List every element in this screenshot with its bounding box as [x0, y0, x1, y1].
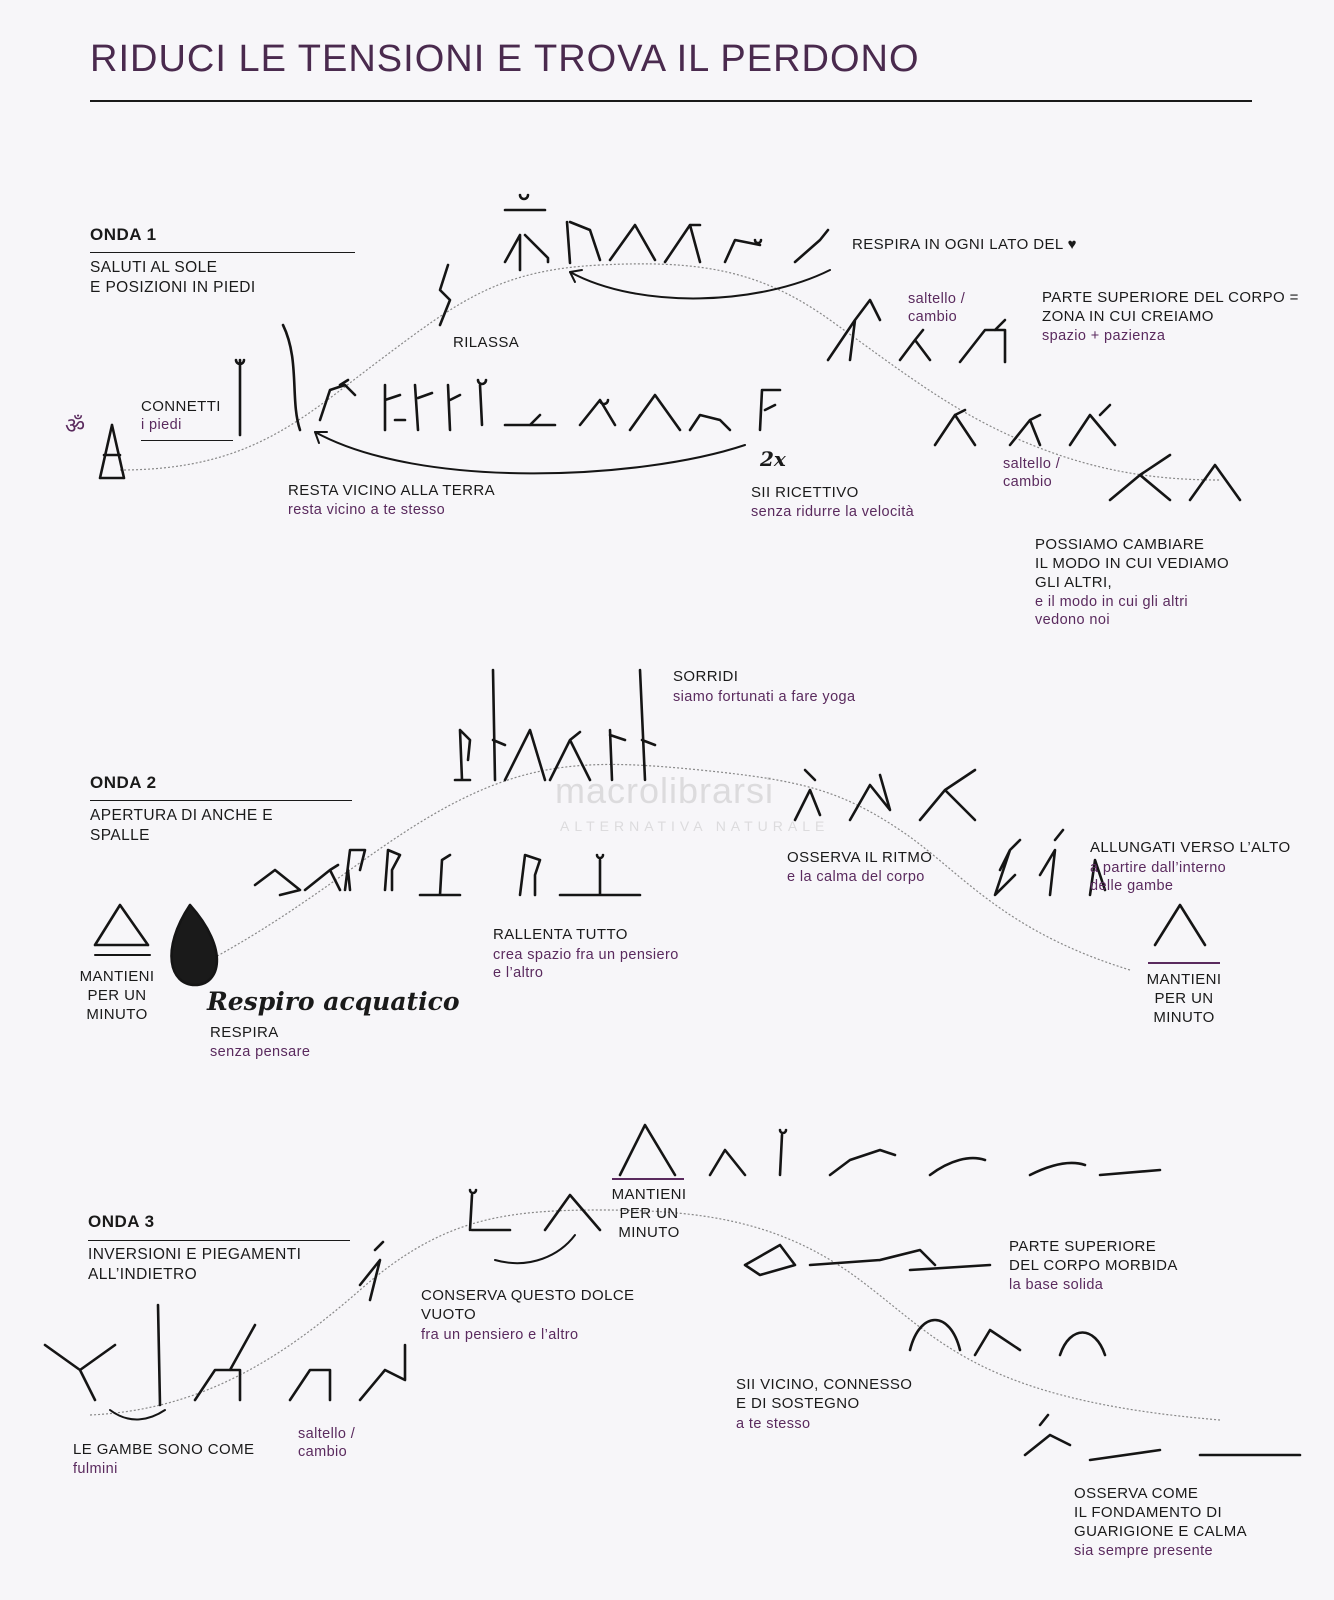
possiamo-line2: IL MODO IN CUI VEDIAMO [1035, 555, 1230, 572]
allungati-caption: ALLUNGATI VERSO L’ALTO [1090, 839, 1291, 856]
page-title: RIDUCI LE TENSIONI E TROVA IL PERDONO [90, 38, 920, 80]
mantieni-left-line1: MANTIENI [79, 968, 155, 985]
osserva-fondamento-caption [1074, 1484, 1247, 1541]
saltello-caption-3 [298, 1425, 355, 1461]
mantieni-right-caption [1138, 970, 1230, 1027]
wave1-subtitle [90, 258, 256, 298]
conserva-caption [421, 1286, 634, 1324]
osserva-fondamento-line2: IL FONDAMENTO DI [1074, 1504, 1223, 1521]
parte-superiore-line1: PARTE SUPERIORE DEL CORPO = [1042, 289, 1299, 306]
allungati-subcaption [1090, 859, 1226, 895]
mantieni-left-line2: PER UN [87, 987, 147, 1004]
rallenta-sub-line1: crea spazio fra un pensiero [493, 947, 679, 963]
rallenta-caption: RALLENTA TUTTO [493, 926, 628, 943]
vicino-line1: SII VICINO, CONNESSO [736, 1376, 913, 1393]
saltello-1-line2: cambio [908, 309, 958, 325]
parte-superiore-morbida-line2: DEL CORPO MORBIDA [1009, 1257, 1178, 1274]
conserva-line2: VUOTO [421, 1306, 477, 1323]
possiamo-subcaption [1035, 593, 1188, 629]
respira-caption: RESPIRA [210, 1024, 279, 1041]
gambe-subcaption: fulmini [73, 1461, 118, 1477]
possiamo-sub-line2: vedono noi [1035, 612, 1110, 628]
sorridi-caption: SORRIDI [673, 668, 739, 685]
saltello-3-line1: saltello / [298, 1426, 356, 1442]
wave3-rule [88, 1240, 350, 1241]
mantieni-wave3-line3: MINUTO [618, 1224, 680, 1241]
wave3-subtitle-line1: INVERSIONI E PIEGAMENTI [88, 1246, 302, 1263]
wave3-name: ONDA 3 [88, 1212, 155, 1231]
ricettivo-subcaption: senza ridurre la velocità [751, 504, 915, 520]
wave3-figures [45, 1125, 1300, 1460]
ricettivo-caption: SII RICETTIVO [751, 484, 859, 501]
wave1-top-arrow [570, 270, 830, 298]
parte-superiore-subcaption: spazio + pazienza [1042, 328, 1166, 344]
connetti-rule [141, 440, 233, 441]
connetti-caption: CONNETTI [141, 398, 221, 415]
wave2-subtitle-line1: APERTURA DI ANCHE E [90, 807, 274, 824]
wave2-rule [90, 800, 352, 801]
saltello-3-line2: cambio [298, 1444, 348, 1460]
mantieni-right-rule [1148, 962, 1220, 964]
mantieni-left-caption [72, 967, 162, 1024]
saltello-caption-2 [1003, 455, 1060, 491]
vicino-caption [736, 1375, 912, 1413]
conserva-subcaption: fra un pensiero e l’altro [421, 1327, 579, 1343]
rilassa-caption: RILASSA [453, 334, 520, 351]
mantieni-right-line3: MINUTO [1153, 1009, 1215, 1026]
mantieni-wave3-line2: PER UN [619, 1205, 679, 1222]
osserva-fondamento-line3: GUARIGIONE E CALMA [1074, 1523, 1248, 1540]
resta-subcaption: resta vicino a te stesso [288, 502, 446, 518]
saltello-2-line2: cambio [1003, 474, 1053, 490]
wave1-name: ONDA 1 [90, 225, 157, 244]
osserva-ritmo-subcaption: e la calma del corpo [787, 869, 925, 885]
om-symbol: ॐ [65, 413, 86, 438]
possiamo-caption [1035, 535, 1229, 592]
osserva-fondamento-subcaption: sia sempre presente [1074, 1543, 1213, 1559]
vicino-line2: E DI SOSTEGNO [736, 1395, 860, 1412]
osserva-fondamento-line1: OSSERVA COME [1074, 1485, 1199, 1502]
allungati-sub-line2: delle gambe [1090, 878, 1174, 894]
possiamo-line3: GLI ALTRI, [1035, 574, 1113, 591]
saltello-1-line1: saltello / [908, 291, 966, 307]
wave3-subtitle [88, 1245, 301, 1285]
wave2-name: ONDA 2 [90, 773, 157, 792]
parte-superiore-caption [1042, 288, 1299, 326]
connetti-subcaption: i piedi [141, 417, 182, 433]
osserva-ritmo-caption: OSSERVA IL RITMO [787, 849, 933, 866]
mantieni-right-line2: PER UN [1154, 990, 1214, 1007]
parte-superiore-morbida-caption [1009, 1237, 1178, 1275]
wave1-rule [90, 252, 355, 253]
conserva-line1: CONSERVA QUESTO DOLCE [421, 1287, 635, 1304]
wave2-subtitle-line2: SPALLE [90, 827, 150, 844]
possiamo-line1: POSSIAMO CAMBIARE [1035, 536, 1205, 553]
wave1-bottom-arrow [315, 432, 745, 473]
saltello-2-line1: saltello / [1003, 456, 1061, 472]
allungati-sub-line1: a partire dall’interno [1090, 860, 1227, 876]
watermark-tagline: ALTERNATIVA NATURALE [560, 818, 830, 834]
vicino-subcaption: a te stesso [736, 1416, 811, 1432]
parte-superiore-line2: ZONA IN CUI CREIAMO [1042, 308, 1214, 325]
repeat-count: 2x [760, 447, 786, 471]
resta-caption: RESTA VICINO ALLA TERRA [288, 482, 496, 499]
mantieni-wave3-rule [612, 1178, 684, 1180]
parte-superiore-morbida-subcaption: la base solida [1009, 1277, 1104, 1293]
mantieni-wave3-line1: MANTIENI [611, 1186, 687, 1203]
mantieni-left-line3: MINUTO [86, 1006, 148, 1023]
wave1-subtitle-line1: SALUTI AL SOLE [90, 259, 218, 276]
watermark-brand: macrolibrarsi [555, 770, 775, 811]
wave2-subtitle [90, 806, 273, 846]
breath-title: Respiro acquatico [207, 987, 460, 1016]
wave3-arrow-mid [495, 1235, 575, 1263]
wave1-subtitle-line2: E POSIZIONI IN PIEDI [90, 279, 256, 296]
wave3-subtitle-line2: ALL’INDIETRO [88, 1266, 198, 1283]
rallenta-sub-line2: e l’altro [493, 965, 544, 981]
gambe-caption: LE GAMBE SONO COME [73, 1441, 255, 1458]
mantieni-right-line1: MANTIENI [1146, 971, 1222, 988]
parte-superiore-morbida-line1: PARTE SUPERIORE [1009, 1238, 1157, 1255]
respira-subcaption: senza pensare [210, 1044, 311, 1060]
rallenta-subcaption [493, 946, 679, 982]
saltello-caption-1 [908, 290, 965, 326]
sorridi-subcaption: siamo fortunati a fare yoga [673, 689, 856, 705]
respira-lato-caption: RESPIRA IN OGNI LATO DEL ♥ [852, 236, 1077, 253]
mantieni-wave3-caption [603, 1185, 695, 1242]
wave3-arrow-bottom [110, 1410, 165, 1419]
possiamo-sub-line1: e il modo in cui gli altri [1035, 594, 1189, 610]
